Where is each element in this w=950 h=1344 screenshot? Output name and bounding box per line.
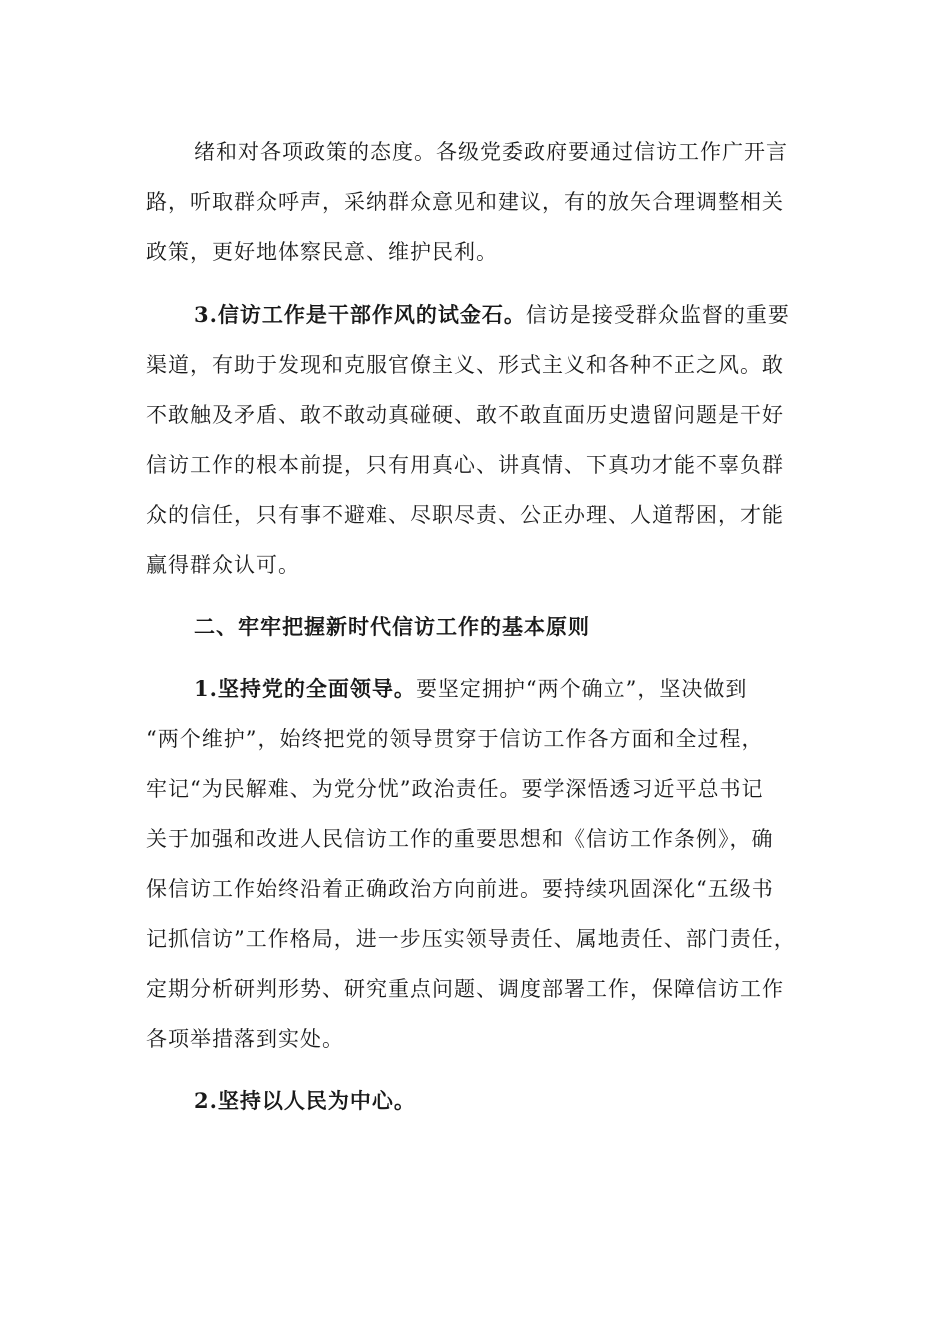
text-line: “两个维护”，始终把党的领导贯穿于信访工作各方面和全过程， xyxy=(146,727,764,751)
paragraph-heading: 2.坚持以人民为中心。 xyxy=(194,1088,416,1113)
section-title: 二、牢牢把握新时代信访工作的基本原则 xyxy=(194,614,590,639)
text-line: 政策，更好地体察民意、维护民利。 xyxy=(146,240,498,264)
paragraph-cadre-style xyxy=(146,290,806,590)
paragraph-party-leadership xyxy=(146,664,806,1064)
text-line: 牢记“为民解难、为党分忧”政治责任。要学深悟透习近平总书记 xyxy=(146,777,764,801)
text-line xyxy=(146,664,806,714)
text-line: 定期分析研判形势、研究重点问题、调度部署工作，保障信访工作 xyxy=(146,977,784,1001)
text-run: 信访是接受群众监督的重要 xyxy=(525,303,790,327)
text-line: 不敢触及矛盾、敢不敢动真碰硬、敢不敢直面历史遗留问题是干好 xyxy=(146,403,784,427)
text-run: 要坚定拥护“两个确立”，坚决做到 xyxy=(415,677,748,701)
paragraph-heading: 3.信访工作是干部作风的试金石。 xyxy=(194,302,526,327)
text-line: 各项举措落到实处。 xyxy=(146,1027,344,1051)
text-line xyxy=(146,290,806,340)
text-line: 绪和对各项政策的态度。各级党委政府要通过信访工作广开言 xyxy=(194,140,788,164)
text-line: 赢得群众认可。 xyxy=(146,553,300,577)
paragraph-people-centered xyxy=(146,1076,806,1126)
paragraph-heading: 1.坚持党的全面领导。 xyxy=(194,676,416,701)
text-line: 路，听取群众呼声，采纳群众意见和建议，有的放矢合理调整相关 xyxy=(146,190,784,214)
text-line: 众的信任，只有事不避难、尽职尽责、公正办理、人道帮困，才能 xyxy=(146,503,784,527)
text-line: 记抓信访”工作格局，进一步压实领导责任、属地责任、部门责任， xyxy=(146,927,796,951)
paragraph-policy-attitude xyxy=(146,127,806,277)
text-line: 渠道，有助于发现和克服官僚主义、形式主义和各种不正之风。敢 xyxy=(146,353,784,377)
text-line: 保信访工作始终沿着正确政治方向前进。要持续巩固深化“五级书 xyxy=(146,877,774,901)
text-line: 关于加强和改进人民信访工作的重要思想和《信访工作条例》，确 xyxy=(146,827,774,851)
text-line: 信访工作的根本前提，只有用真心、讲真情、下真功才能不辜负群 xyxy=(146,453,784,477)
section-heading xyxy=(146,602,806,652)
